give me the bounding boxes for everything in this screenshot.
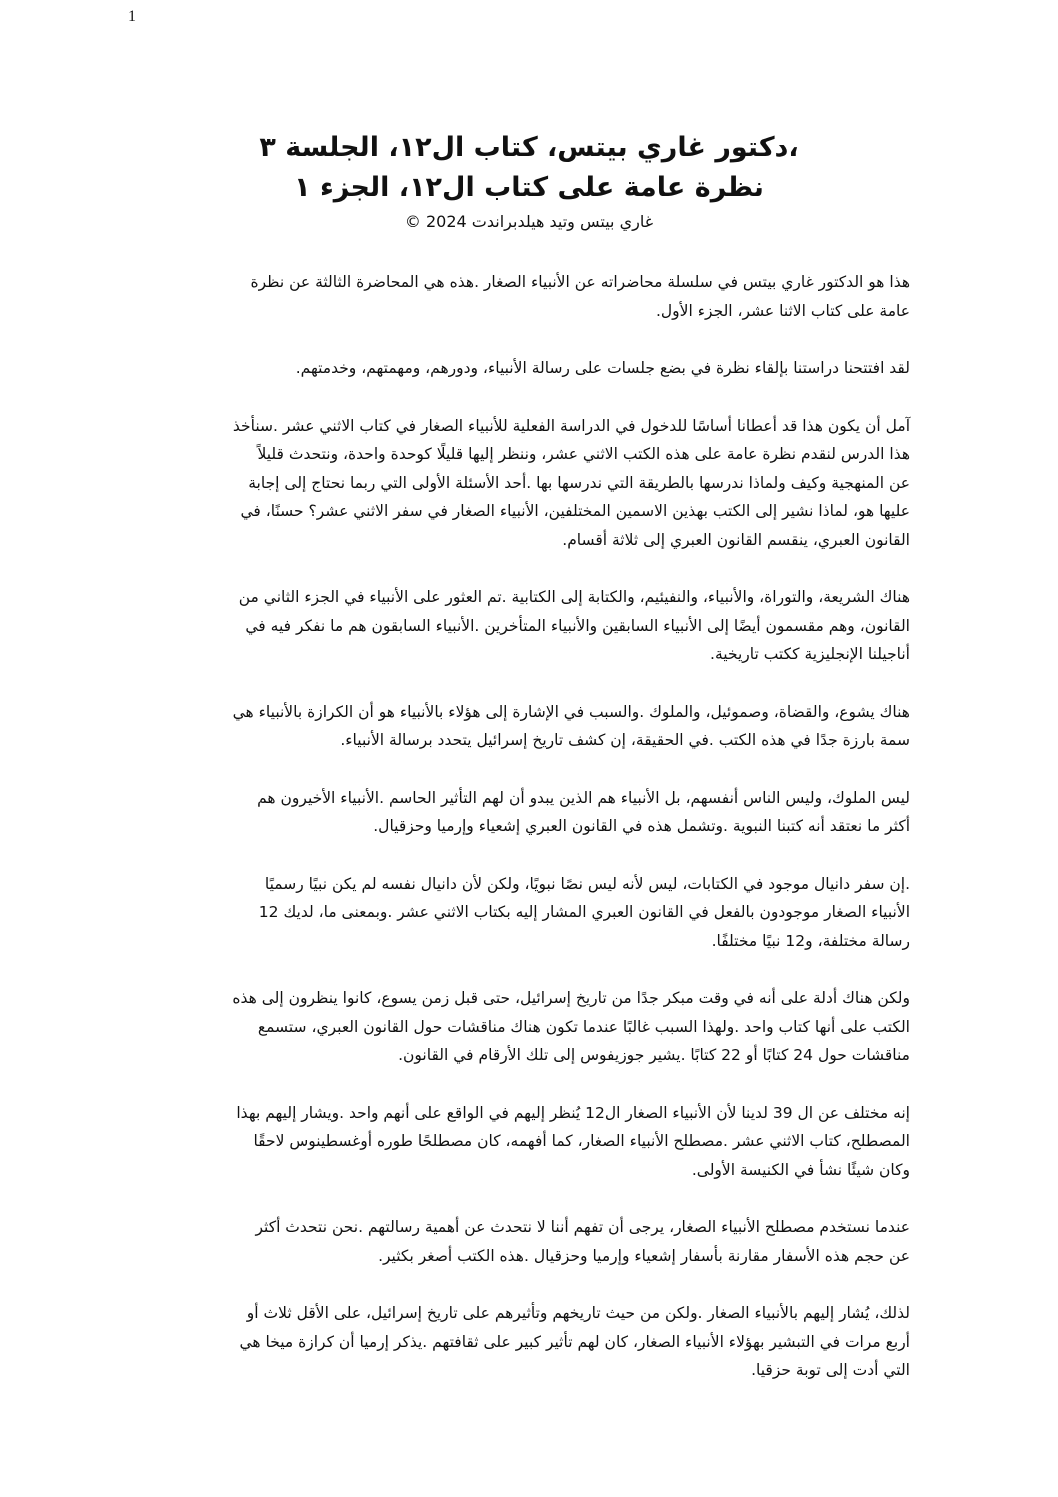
paragraph-line: وكان شيئًا نشأ في الكنيسة الأولى. [691, 1160, 910, 1179]
paragraph [150, 268, 910, 325]
paragraph-line: عن حجم هذه الأسفار مقارنة بأسفار إشعياء وإرميا وحزقيال .هذه الكتب أصغر بكثير. [378, 1246, 910, 1265]
paragraph-line: الأنبياء الصغار موجودون بالفعل في القانون العبري المشار إليه بكتاب الاثني عشر .وبمعنى ما، لديك 12 [258, 903, 910, 921]
paragraph [150, 354, 910, 383]
document-header [0, 128, 1058, 236]
title-line-1: ،دكتور غاري بيتس، كتاب ال١٢، الجلسة ٣ [259, 132, 799, 163]
paragraph-line: هناك الشريعة، والتوراة، والأنبياء، والنفيئيم، والكتابة إلى الكتابية .تم العثور على الأنبياء في الجزء الثاني من [238, 588, 910, 606]
paragraph-line: المصطلح، كتاب الاثني عشر .مصطلح الأنبياء الصغار، كما أفهمه، كان مصطلحًا طوره أوغسطينوس لاحقًا [253, 1132, 910, 1150]
paragraph-line: عن المنهجية وكيف ولماذا ندرسها بالطريقة التي ندرسها بها .أحد الأسئلة الأولى التي ربما نحتاج إلى إجابة [248, 473, 910, 492]
paragraph-line: الكتب على أنها كتاب واحد .ولهذا السبب غالبًا عندما تكون هناك مناقشات حول القانون العبري، ستسمع [257, 1017, 910, 1036]
paragraph [150, 412, 910, 555]
paragraph [150, 784, 910, 841]
document-body [150, 268, 910, 1414]
title-line-2: نظرة عامة على كتاب ال١٢، الجزء ١ [294, 172, 764, 203]
paragraph-line: ولكن هناك أدلة على أنه في وقت مبكر جدًا من تاريخ إسرائيل، حتى قبل زمن يسوع، كانوا ينظرون إلى هذه [232, 989, 910, 1007]
paragraph-line: أناجيلنا الإنجليزية ككتب تاريخية. [710, 645, 910, 663]
paragraph-line: هناك يشوع، والقضاة، وصموئيل، والملوك .والسبب في الإشارة إلى هؤلاء بالأنبياء هو أن الكرازة بالأنبياء هي [232, 702, 910, 721]
paragraph-line: هذا هو الدكتور غاري بيتس في سلسلة محاضراته عن الأنبياء الصغار .هذه هي المحاضرة الثالثة عن نظرة [250, 273, 910, 291]
paragraph [150, 984, 910, 1070]
paragraph-line: .إن سفر دانيال موجود في الكتابات، ليس لأنه ليس نصًا نبويًا، ولكن لأن دانيال نفسه لم يكن نبيًا رسميًا [264, 874, 910, 893]
paragraph-line: القانون العبري، ينقسم القانون العبري إلى ثلاثة أقسام. [562, 530, 910, 549]
paragraph-line: مناقشات حول 24 كتابًا أو 22 كتابًا .يشير جوزيفوس إلى تلك الأرقام في القانون. [398, 1046, 910, 1064]
paragraph-line: سمة بارزة جدًا في هذه الكتب .في الحقيقة، إن كشف تاريخ إسرائيل يتحدد برسالة الأنبياء. [340, 731, 910, 749]
paragraph [150, 698, 910, 755]
paragraph-line: لذلك، يُشار إليهم بالأنبياء الصغار .ولكن من حيث تاريخهم وتأثيرهم على تاريخ إسرائيل، على الأقل ثلاث أو [246, 1304, 910, 1322]
paragraph [150, 583, 910, 669]
paragraph-line: آمل أن يكون هذا قد أعطانا أساسًا للدخول في الدراسة الفعلية للأنبياء الصغار في كتاب الاثني عشر .سنأخذ [232, 416, 910, 435]
page-number: 1 [128, 8, 136, 25]
paragraph [150, 870, 910, 956]
paragraph-line: ليس الملوك، وليس الناس أنفسهم، بل الأنبياء هم الذين يبدو أن لهم التأثير الحاسم .الأنبياء الأخيرون هم [257, 788, 910, 807]
paragraph-line: التي أدت إلى توبة حزقيا. [751, 1361, 910, 1379]
paragraph-line: عندما نستخدم مصطلح الأنبياء الصغار، يرجى أن تفهم أننا لا نتحدث عن أهمية رسالتهم .نحن نتحدث أكثر [255, 1218, 910, 1236]
paragraph [150, 1299, 910, 1385]
paragraph-line: أربع مرات في التبشير بهؤلاء الأنبياء الصغار، كان لهم تأثير كبير على ثقافتهم .يذكر إرميا أن كرازة ميخا هي [239, 1332, 910, 1351]
paragraph-line: عليها هو، لماذا نشير إلى الكتب بهذين الاسمين المختلفين، الأنبياء الصغار في سفر الاثني عشر؟ حسنًا، في [240, 502, 910, 520]
paragraph [150, 1213, 910, 1270]
paragraph [150, 1099, 910, 1185]
paragraph-line: رسالة مختلفة، و12 نبيًا مختلفًا. [711, 931, 910, 950]
copyright-line: غاري بيتس وتيد هيلدبراندت 2024 © [404, 212, 654, 231]
paragraph-line: عامة على كتاب الاثنا عشر، الجزء الأول. [655, 301, 910, 320]
paragraph-line: هذا الدرس لنقدم نظرة عامة على هذه الكتب الاثني عشر، وننظر إليها قليلًا كوحدة واحدة، ونتحدث قليلاً [257, 445, 910, 463]
paragraph-line: أكثر ما نعتقد أنه كتبنا النبوية .وتشمل هذه في القانون العبري إشعياء وإرميا وحزقيال. [373, 817, 910, 835]
paragraph-line: القانون، وهم مقسمون أيضًا إلى الأنبياء السابقين والأنبياء المتأخرين .الأنبياء السابقون هم ما نفكر فيه في [245, 616, 910, 635]
paragraph-line: إنه مختلف عن ال 39 لدينا لأن الأنبياء الصغار ال12 يُنظر إليهم في الواقع على أنهم واحد .ويشار إليهم بهذا [236, 1103, 910, 1122]
paragraph-line: لقد افتتحنا دراستنا بإلقاء نظرة في بضع جلسات على رسالة الأنبياء، ودورهم، ومهمتهم، وخدمتهم. [295, 359, 910, 377]
